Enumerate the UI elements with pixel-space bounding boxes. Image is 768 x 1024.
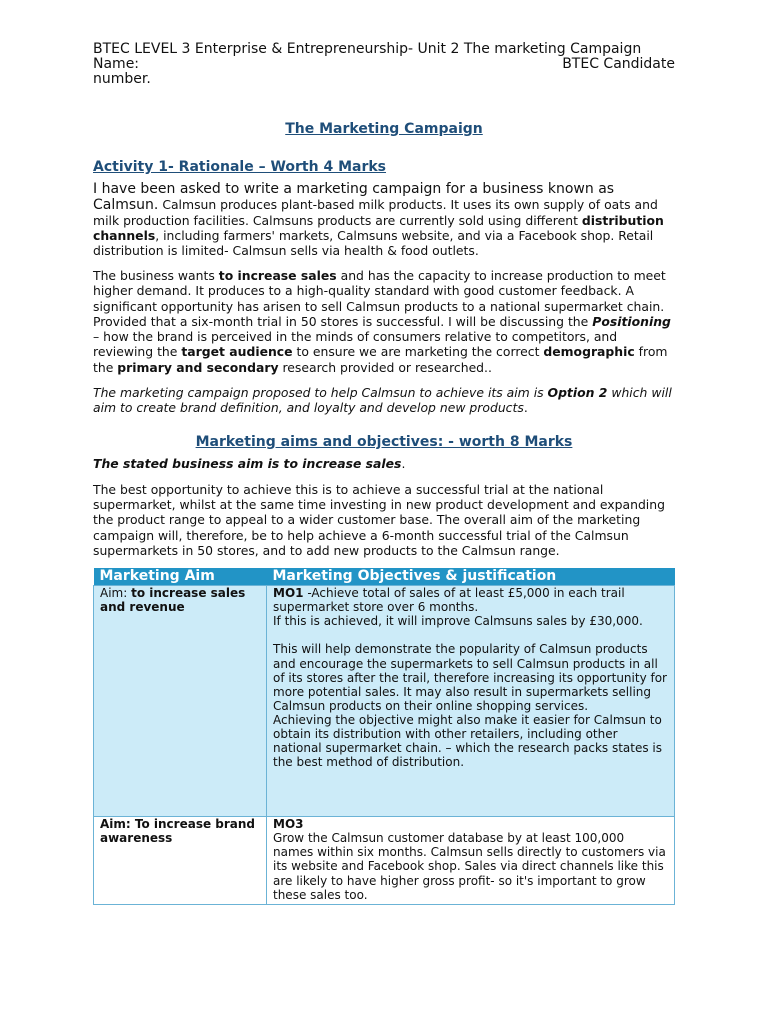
p2-i: from the [93, 344, 668, 375]
table-cell-aim [94, 586, 267, 817]
marketing-aims-table [93, 568, 675, 905]
objective-justification: This will help demonstrate the popularity of Calmsun products and encourage the supermarkets to sell Calmsun products in all of its stores after the trail, therefore increasing its opportunity for more potential sales. It may also result in supermarkets selling Calmsun products on their online shopping services. [273, 642, 667, 713]
table-cell-aim [94, 817, 267, 905]
objective-text: Grow the Calmsun customer database by at least 100,000 names within six months. Calmsun sells directly to customers via its website and Facebook shop. Sales via direct channels like this are likely to have higher gross profit- so it's important to grow these sales too. [273, 831, 666, 902]
document-page [93, 42, 675, 905]
table-row [94, 817, 675, 905]
activity1-option-paragraph [93, 385, 675, 416]
p2-primary-secondary: primary and secondary [117, 359, 279, 375]
stated-aim [93, 456, 675, 471]
p2-b: to increase sales [218, 268, 337, 283]
table-row [94, 586, 675, 817]
aim-bold: Aim: To increase brand awareness [100, 817, 256, 846]
p3-option: Option 2 [547, 385, 608, 401]
activity1-business-paragraph [93, 268, 675, 375]
table-cell-objectives [267, 817, 675, 905]
aim-bold: to increase sales and revenue [100, 586, 246, 615]
header-candidate-label: BTEC Candidate [562, 56, 675, 72]
activity1-intro-paragraph [93, 181, 675, 258]
p2-a: The business wants [93, 268, 219, 283]
table-cell-objectives [267, 586, 675, 817]
document-header [93, 42, 675, 87]
stated-aim-end: . [401, 455, 406, 471]
p2-demographic: demographic [543, 344, 635, 360]
objective-code: MO1 [273, 586, 304, 601]
header-number-label: number. [93, 71, 151, 87]
p2-positioning: Positioning [592, 313, 671, 329]
p3-c: which will aim to create brand definition, and loyalty and develop new products [93, 385, 672, 416]
p3-d: . [523, 400, 528, 416]
page-title: The Marketing Campaign [285, 121, 483, 137]
table-header-objectives: Marketing Objectives & justification [267, 568, 675, 586]
header-course-line: BTEC LEVEL 3 Enterprise & Entrepreneurship- Unit 2 The marketing Campaign [93, 41, 642, 57]
stated-aim-text: The stated business aim is to increase sales [93, 455, 402, 471]
objective-code: MO3 [273, 817, 304, 832]
p2-k: research provided or researched.. [278, 359, 492, 375]
objective-justification-2: Achieving the objective might also make it easier for Calmsun to obtain its distribution with other retailers, including other national supermarket chain. – which the research packs states is the best method of distribution. [273, 712, 663, 770]
aims-paragraph: The best opportunity to achieve this is to achieve a successful trial at the national supermarket, whilst at the same time investing in new product development and expanding the product range to appeal to a wider customer base. The overall aim of the marketing campaign will, therefore, be to help achieve a 6-month successful trial of the Calmsun supermarkets in 50 stores, and to add new products to the Calmsun range. [93, 481, 665, 558]
table-header-row [94, 568, 675, 586]
intro-bold-distribution: distribution channels [93, 213, 664, 243]
p2-target-audience: target audience [181, 344, 293, 360]
aims-heading: Marketing aims and objectives: - worth 8 Marks [195, 433, 573, 450]
p3-a: The marketing campaign proposed to help Calmsun to achieve its aim is [93, 385, 548, 401]
objective-text: -Achieve total of sales of at least £5,000 in each trail supermarket store over 6 months. [273, 586, 625, 615]
table-header-aim: Marketing Aim [94, 568, 267, 586]
p2-c: and has the capacity to increase production to meet higher demand. It produces to a high-quality standard with good customer feedback. A significant opportunity has arisen to sell Calmsun products to a national supermarket chain. Provided that a six-month trial in 50 stores is successful. I will be discussing the [93, 268, 666, 329]
intro-text-c: , including farmers' markets, Calmsuns website, and via a Facebook shop. Retail distribution is limited- Calmsun sells via health & food outlets. [93, 228, 654, 258]
activity1-heading: Activity 1- Rationale – Worth 4 Marks [93, 159, 387, 175]
intro-large-text: I have been asked to write a marketing campaign for a business known as Calmsun. [93, 181, 615, 213]
p2-g: to ensure we are marketing the correct [292, 344, 544, 360]
p2-e: – how the brand is perceived in the minds of consumers relative to competitors, and reviewing the [93, 329, 618, 360]
aim-prefix: Aim: [100, 586, 132, 601]
header-name-label: Name: [93, 56, 140, 72]
objective-line2: If this is achieved, it will improve Calmsuns sales by £30,000. [273, 614, 643, 629]
header-name-row [93, 57, 675, 72]
intro-text-a: Calmsun produces plant-based milk products. It uses its own supply of oats and milk production facilities. Calmsuns products are currently sold using different [93, 197, 658, 228]
objective-mo1 [273, 586, 668, 614]
